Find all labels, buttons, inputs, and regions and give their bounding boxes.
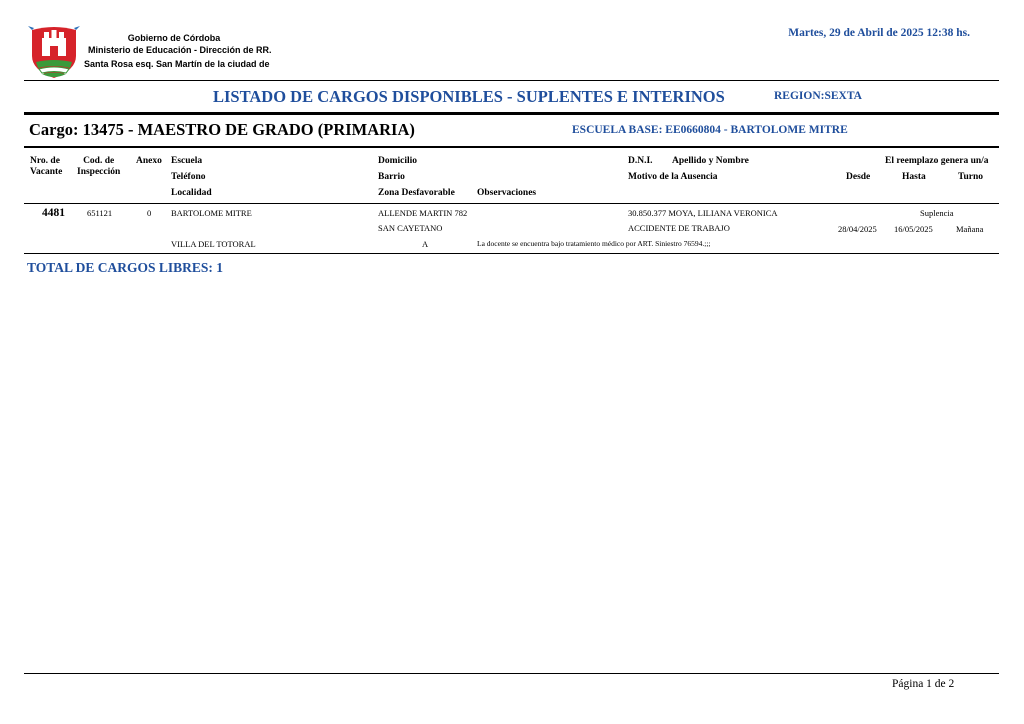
divider (24, 673, 999, 674)
col-apellido-nombre: Apellido y Nombre (672, 156, 749, 166)
col-nro-vacante (30, 156, 62, 178)
dni-nombre-value: 30.850.377 MOYA, LILIANA VERONICA (628, 208, 778, 218)
col-label: Inspección (77, 167, 121, 177)
barrio-value: SAN CAYETANO (378, 223, 443, 233)
turno-value: Mañana (956, 224, 984, 234)
divider (24, 253, 999, 254)
page-number: Página 1 de 2 (892, 678, 955, 690)
org-name: Gobierno de Córdoba (127, 33, 221, 43)
escuela-base-label: ESCUELA BASE: EE0660804 - BARTOLOME MITRE (572, 124, 848, 136)
col-label: Nro. de (30, 156, 60, 166)
org-ministry: Ministerio de Educación - Dirección de RR. (88, 45, 272, 55)
report-date: Martes, 29 de Abril de 2025 12:38 hs. (788, 27, 970, 39)
col-domicilio: Domicilio (378, 156, 418, 166)
reemplazo-value: Suplencia (920, 208, 954, 218)
vacante-number: 4481 (42, 207, 65, 219)
org-address: Santa Rosa esq. San Martín de la ciudad de (84, 59, 270, 69)
domicilio-value: ALLENDE MARTIN 782 (378, 208, 468, 218)
zona-value: A (422, 239, 429, 249)
col-label: Vacante (30, 167, 63, 177)
col-motivo-ausencia: Motivo de la Ausencia (628, 172, 718, 182)
divider (24, 112, 999, 115)
anexo-value: 0 (147, 208, 152, 218)
escuela-value: BARTOLOME MITRE (171, 208, 252, 218)
col-desde: Desde (846, 172, 871, 182)
org-header (84, 32, 294, 70)
divider (24, 146, 999, 148)
col-barrio: Barrio (378, 172, 405, 182)
divider (24, 80, 999, 81)
col-label: Cod. de (83, 156, 115, 166)
col-dni: D.N.I. (628, 156, 653, 166)
col-anexo: Anexo (136, 156, 162, 166)
total-cargos: TOTAL DE CARGOS LIBRES: 1 (27, 260, 224, 275)
divider (24, 203, 999, 204)
report-title: LISTADO DE CARGOS DISPONIBLES - SUPLENTES E INTERINOS (213, 87, 725, 106)
col-cod-inspeccion (77, 156, 120, 178)
col-hasta: Hasta (902, 172, 926, 182)
col-escuela: Escuela (171, 156, 203, 166)
cod-inspeccion: 651121 (87, 208, 113, 218)
localidad-value: VILLA DEL TOTORAL (171, 239, 256, 249)
hasta-value: 16/05/2025 (894, 224, 933, 234)
col-observaciones: Observaciones (477, 188, 537, 198)
desde-value: 28/04/2025 (838, 224, 877, 234)
col-turno: Turno (958, 172, 983, 182)
motivo-value: ACCIDENTE DE TRABAJO (628, 223, 730, 233)
col-localidad: Localidad (171, 188, 212, 198)
col-reemplazo: El reemplazo genera un/a (885, 156, 989, 166)
cargo-heading: Cargo: 13475 - MAESTRO DE GRADO (PRIMARIA) (29, 120, 415, 139)
col-zona-desfavorable: Zona Desfavorable (378, 188, 455, 198)
coat-of-arms-icon (26, 22, 82, 80)
col-telefono: Teléfono (171, 172, 206, 182)
region-label: REGION:SEXTA (774, 90, 862, 102)
observaciones-value: La docente se encuentra bajo tratamiento médico por ART. Siniestro 76594.;;; (477, 239, 711, 248)
